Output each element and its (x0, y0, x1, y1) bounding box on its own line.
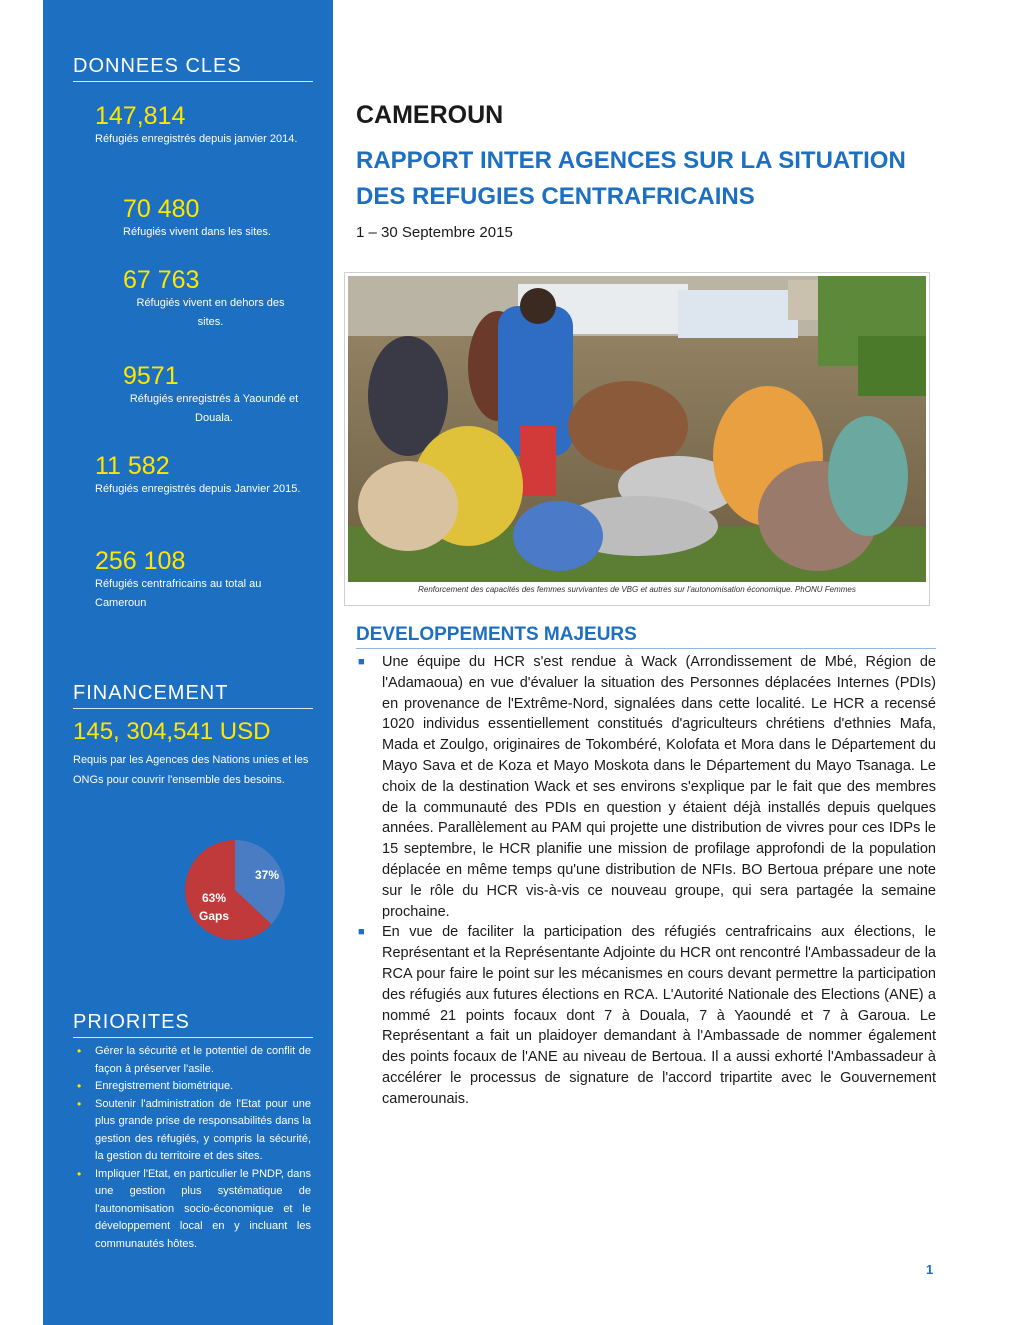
priority-text: Impliquer l'Etat, en particulier le PNDP, dans une gestion plus systématique de l'autonomisation socio-économique et le développement local en y incluant les communautés hôtes. (95, 1167, 311, 1250)
report-title-line2: DES REFUGIES CENTRAFRICAINS (356, 183, 755, 210)
photo-women-cooking (348, 276, 926, 582)
stat-value: 256 108 (95, 547, 186, 575)
bullet-icon: • (77, 1166, 82, 1181)
stat-registered-since-2015 (95, 452, 310, 499)
pie-label-gaps-percent: 63% (201, 891, 227, 905)
pie-label-gaps: Gaps (198, 909, 230, 923)
photo-illustration (348, 276, 926, 582)
list-item (73, 1043, 311, 1078)
stat-registered-since-2014 (95, 102, 310, 149)
priority-text: Gérer la sécurité et le potentiel de conflit de façon à préserver l'asile. (95, 1045, 311, 1075)
financing-label: Requis par les Agences des Nations unies et les ONGs pour couvrir l'ensemble des besoins. (73, 754, 309, 786)
stat-label: Réfugiés centrafricains au total au Cameroun (95, 578, 262, 609)
stat-label: Réfugiés enregistrés depuis janvier 2014. (95, 133, 298, 145)
pie-label-funded: 37% (254, 868, 280, 882)
key-data-heading: DONNEES CLES (73, 55, 313, 82)
stat-outside-sites (123, 266, 298, 332)
list-item (73, 1096, 311, 1166)
development-text: En vue de faciliter la participation des réfugiés centrafricains aux élections, le Représentant et la Représentante Adjointe du HCR ont rencontré l'Ambassadeur de la RCA pour faire le point sur les mécanismes en cours devant permettre la participation des réfugiés aux futures élections en RCA. L'Autorité Nationale des Elections (ANE) a nommé 21 points focaux dont 7 à Douala, 7 à Yaoundé et 7 à Garoua. Le Représentant a fait un plaidoyer demandant à l'Ambassade de nommer également des points focaux de l'ANE au niveau de Bertoua. Il a aussi exhorté l'Ambassadeur à accélérer le processus de signature de l'accord tripartite avec le Gouvernement camerounais. (382, 924, 936, 1107)
priorities-heading: PRIORITES (73, 1011, 313, 1038)
stat-label: Réfugiés enregistrés depuis Janvier 2015. (95, 483, 301, 495)
page-number: 1 (926, 1262, 934, 1277)
stat-in-sites (123, 195, 318, 242)
stat-value: 67 763 (123, 266, 200, 294)
stat-yaounde-douala (123, 362, 305, 428)
report-title-line1: RAPPORT INTER AGENCES SUR LA SITUATION (356, 147, 906, 174)
developments-list (356, 652, 936, 1110)
stat-label: Réfugiés enregistrés à Yaoundé et Douala. (129, 393, 299, 424)
country-title: CAMEROUN (356, 101, 504, 129)
photo-caption: Renforcement des capacités des femmes survivantes de VBG et autres sur l'autonomisation économique. PhONU Femmes (418, 585, 856, 594)
developments-heading: DEVELOPPEMENTS MAJEURS (356, 624, 936, 649)
stat-value: 11 582 (95, 452, 170, 480)
bullet-icon: • (77, 1096, 82, 1111)
list-item (356, 652, 936, 922)
stat-label: Réfugiés vivent en dehors des sites. (136, 297, 285, 328)
report-title (356, 143, 916, 215)
bullet-icon: • (77, 1079, 82, 1093)
funding-pie-chart (183, 838, 287, 942)
photo-frame (344, 272, 930, 606)
report-date: 1 – 30 Septembre 2015 (356, 224, 513, 241)
priority-text: Soutenir l'administration de l'Etat pour une plus grande prise de responsabilités dans la gestion des réfugiés, y compris la sécurité, la gestion du territoire et des sites. (95, 1097, 311, 1162)
stat-total-cameroon (95, 547, 305, 613)
financing-amount: 145, 304,541 USD (73, 718, 271, 745)
stat-label: Réfugiés vivent dans les sites. (123, 226, 271, 238)
priorities-list (73, 1043, 311, 1253)
stat-value: 147,814 (95, 102, 186, 130)
stat-value: 70 480 (123, 195, 200, 223)
bullet-icon: ■ (358, 656, 365, 668)
stat-value: 9571 (123, 362, 179, 390)
bullet-icon: ■ (358, 926, 365, 939)
sidebar (43, 0, 333, 1325)
list-item (356, 922, 936, 1109)
list-item (73, 1166, 311, 1254)
priority-text: Enregistrement biométrique. (95, 1080, 234, 1092)
development-text: Une équipe du HCR s'est rendue à Wack (Arrondissement de Mbé, Région de l'Adamaoua) en vue d'évaluer la situation des Personnes déplacées Internes (PDIs) en provenance de l'Extrême-Nord, signalées dans cette localité. Le HCR a recensé 1020 individus essentiellement constitués d'agriculteurs chrétiens d'ethnies Mafa, Mada et Zoulgo, originaires de Tokombéré, Kolofata et Mora dans le Département du Mayo Sava et de Koza et Mayo Moskota dans le Département du Mayo Tsanaga. Le choix de la destination Wack et ses environs s'explique par le fait que des membres de la communauté des PDIs en question y étaient déjà installés depuis quelques années. Parallèlement au PAM qui projette une distribution de vivres pour ces IDPs le 15 septembre, le HCR planifie une mission de profilage approfondi de la population déplacée en même temps qu'une distribution de NFIs. BO Bertoua prépare une note sur le rôle du HCR vis-à-vis ce nouveau groupe, qui sera partagée la semaine prochaine. (382, 654, 936, 920)
bullet-icon: • (77, 1044, 82, 1058)
list-item (73, 1078, 311, 1096)
financing-heading: FINANCEMENT (73, 682, 313, 709)
